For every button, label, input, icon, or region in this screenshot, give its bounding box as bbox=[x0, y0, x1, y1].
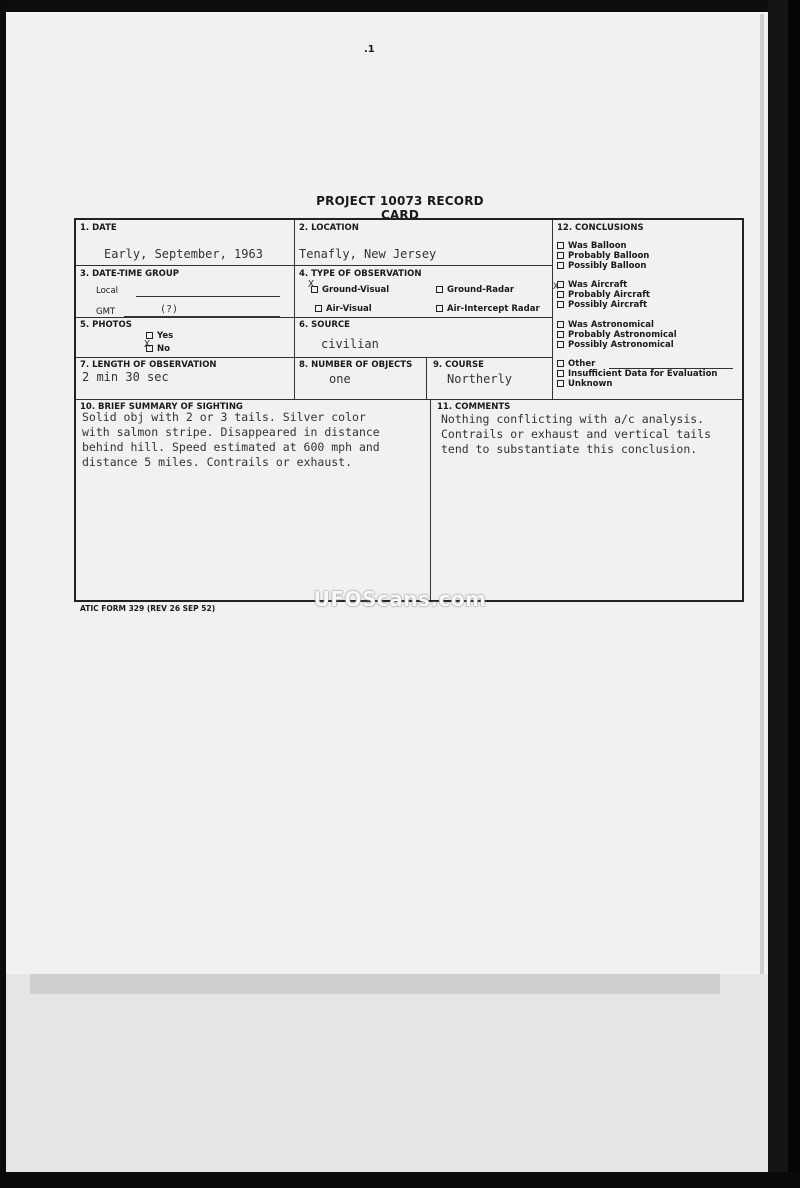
comments-text bbox=[441, 412, 711, 457]
comment-line: Nothing conflicting with a/c analysis. bbox=[441, 412, 705, 426]
summary-line: Solid obj with 2 or 3 tails. Silver color bbox=[82, 410, 366, 424]
date-time-group-cell bbox=[76, 266, 295, 318]
location-value: Tenafly, New Jersey bbox=[299, 247, 437, 261]
conclusion-insufficient-data: Insufficient Data for Evaluation bbox=[557, 369, 718, 379]
length-of-observation-cell bbox=[76, 358, 295, 400]
comment-line: Contrails or exhaust and vertical tails bbox=[441, 427, 712, 441]
option-air-visual: Air-Visual bbox=[315, 304, 372, 314]
comment-line: tend to substantiate this conclusion. bbox=[441, 442, 698, 456]
summary-line: behind hill. Speed estimated at 600 mph and bbox=[82, 440, 380, 454]
comments-label: 11. COMMENTS bbox=[437, 402, 511, 412]
conclusion-probably-astronomical: Probably Astronomical bbox=[557, 330, 677, 340]
option-air-intercept-radar: Air-Intercept Radar bbox=[436, 304, 540, 314]
no-check-mark: X bbox=[144, 339, 151, 350]
conclusion-possibly-astronomical: Possibly Astronomical bbox=[557, 340, 674, 350]
gmt-value: (?) bbox=[160, 304, 179, 315]
course-cell bbox=[427, 358, 553, 400]
conclusion-was-balloon: Was Balloon bbox=[557, 241, 627, 251]
option-no: No bbox=[146, 344, 170, 354]
conclusion-probably-balloon: Probably Balloon bbox=[557, 251, 649, 261]
course-label: 9. COURSE bbox=[433, 360, 484, 370]
card-title: PROJECT 10073 RECORD CARD bbox=[316, 194, 484, 222]
option-yes: Yes bbox=[146, 331, 173, 341]
underlying-page bbox=[6, 974, 768, 1174]
date-value: Early, September, 1963 bbox=[104, 247, 263, 261]
source-label: 6. SOURCE bbox=[299, 320, 350, 330]
number-of-objects-value: one bbox=[329, 372, 351, 386]
type-of-observation-cell bbox=[295, 266, 553, 318]
source-value: civilian bbox=[321, 337, 379, 351]
conclusion-was-aircraft: Was Aircraft bbox=[557, 280, 627, 290]
location-cell bbox=[295, 220, 553, 266]
source-cell bbox=[295, 318, 553, 358]
location-label: 2. LOCATION bbox=[299, 223, 359, 233]
conclusion-unknown: Unknown bbox=[557, 379, 612, 389]
number-of-objects-cell bbox=[295, 358, 427, 400]
conclusion-possibly-aircraft: Possibly Aircraft bbox=[557, 300, 647, 310]
course-value: Northerly bbox=[447, 372, 513, 386]
conclusion-other: Other bbox=[557, 359, 595, 369]
date-time-group-label: 3. DATE-TIME GROUP bbox=[80, 269, 180, 279]
aircraft-check-mark: X bbox=[553, 282, 559, 292]
photos-cell bbox=[76, 318, 295, 358]
number-of-objects-label: 8. NUMBER OF OBJECTS bbox=[299, 360, 413, 370]
brief-summary-cell bbox=[76, 400, 431, 600]
brief-summary-label: 10. BRIEF SUMMARY OF SIGHTING bbox=[80, 402, 243, 412]
ground-visual-check-mark: X bbox=[308, 279, 315, 290]
conclusion-probably-aircraft: Probably Aircraft bbox=[557, 290, 650, 300]
record-card bbox=[74, 218, 744, 602]
summary-line: distance 5 miles. Contrails or exhaust. bbox=[82, 455, 353, 469]
length-of-observation-value: 2 min 30 sec bbox=[82, 370, 169, 384]
form-id: ATIC FORM 329 (REV 26 SEP 52) bbox=[80, 604, 216, 613]
date-cell bbox=[76, 220, 295, 266]
gmt-label: GMT bbox=[96, 307, 116, 317]
local-label: Local bbox=[96, 286, 119, 296]
conclusion-possibly-balloon: Possibly Balloon bbox=[557, 261, 646, 271]
conclusions-label: 12. CONCLUSIONS bbox=[557, 223, 644, 233]
option-ground-radar: Ground-Radar bbox=[436, 285, 514, 295]
brief-summary-text bbox=[82, 410, 380, 470]
page-number: .1 bbox=[364, 44, 375, 55]
type-of-observation-label: 4. TYPE OF OBSERVATION bbox=[299, 269, 422, 279]
date-label: 1. DATE bbox=[80, 223, 117, 233]
photos-label: 5. PHOTOS bbox=[80, 320, 132, 330]
conclusion-was-astronomical: Was Astronomical bbox=[557, 320, 654, 330]
watermark: UFOScans.com bbox=[313, 587, 487, 611]
comments-cell bbox=[431, 400, 742, 600]
conclusions-cell bbox=[553, 220, 742, 400]
option-ground-visual: Ground-Visual bbox=[311, 285, 389, 295]
summary-line: with salmon stripe. Disappeared in distance bbox=[82, 425, 380, 439]
length-of-observation-label: 7. LENGTH OF OBSERVATION bbox=[80, 360, 217, 370]
